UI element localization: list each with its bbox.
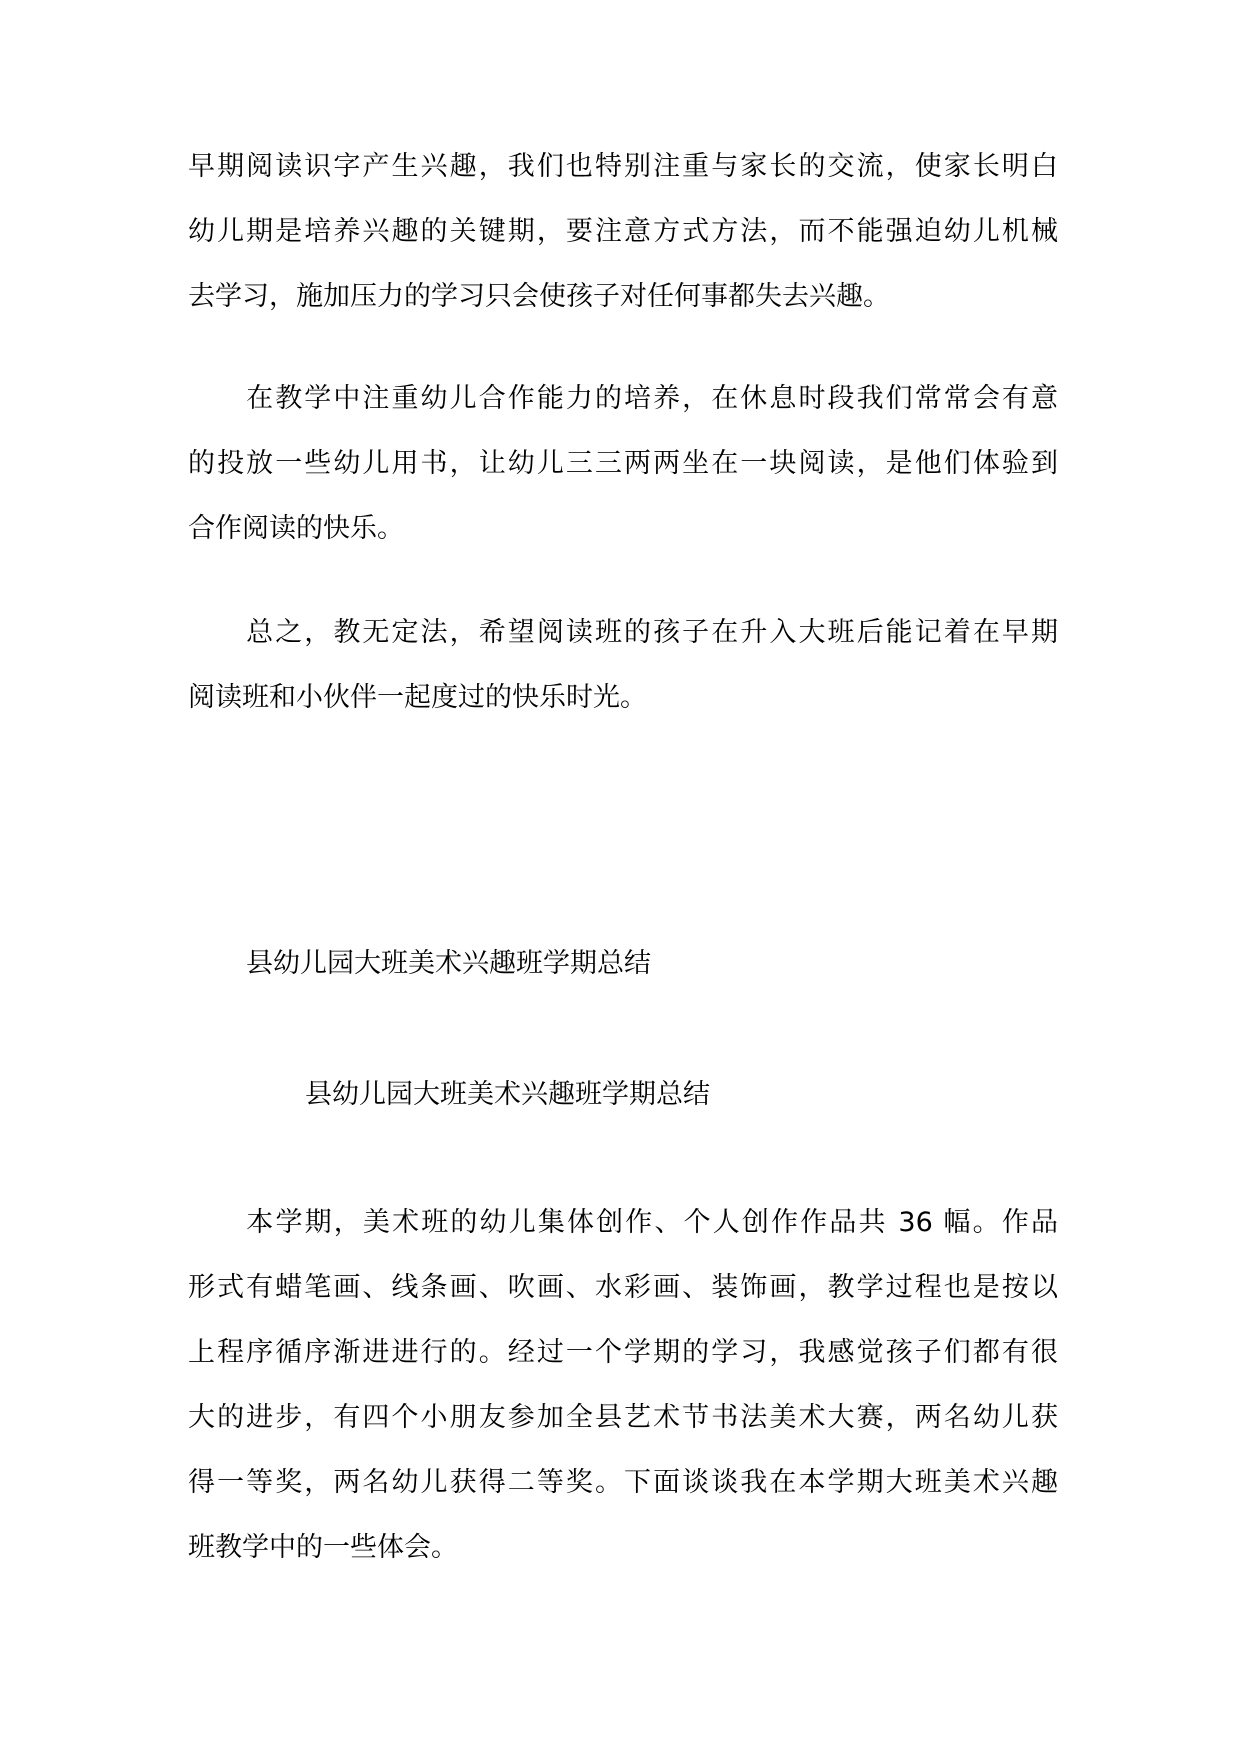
document-title: 县幼儿园大班美术兴趣班学期总结 [246,948,651,979]
document-subtitle: 县幼儿园大班美术兴趣班学期总结 [305,1079,710,1110]
paragraph-line: 本学期，美术班的幼儿集体创作、个人创作作品共 36 幅。作品 [188,1207,1058,1238]
paragraph-cooperation [188,366,1058,561]
paragraph-line: 班教学中的一些体会。 [188,1532,458,1563]
paragraph-art-class-summary [188,1190,1058,1580]
paragraph-line: 大的进步，有四个小朋友参加全县艺术节书法美术大赛，两名幼儿获 [188,1402,1058,1433]
paragraph-line: 上程序循序渐进进行的。经过一个学期的学习，我感觉孩子们都有很 [188,1337,1058,1368]
paragraph-conclusion [188,600,1058,730]
paragraph-line: 早期阅读识字产生兴趣，我们也特别注重与家长的交流，使家长明白 [188,151,1058,182]
paragraph-line: 得一等奖，两名幼儿获得二等奖。下面谈谈我在本学期大班美术兴趣 [188,1467,1058,1498]
paragraph-line: 阅读班和小伙伴一起度过的快乐时光。 [188,682,647,713]
paragraph-line: 总之，教无定法，希望阅读班的孩子在升入大班后能记着在早期 [188,617,1058,648]
paragraph-line: 在教学中注重幼儿合作能力的培养，在休息时段我们常常会有意 [188,383,1058,414]
paragraph-parent-communication [188,134,1058,329]
paragraph-line: 形式有蜡笔画、线条画、吹画、水彩画、装饰画，教学过程也是按以 [188,1272,1058,1303]
paragraph-line: 合作阅读的快乐。 [188,513,404,544]
paragraph-line: 的投放一些幼儿用书，让幼儿三三两两坐在一块阅读，是他们体验到 [188,448,1058,479]
paragraph-line: 幼儿期是培养兴趣的关键期，要注意方式方法，而不能强迫幼儿机械 [188,216,1058,247]
paragraph-line: 去学习，施加压力的学习只会使孩子对任何事都失去兴趣。 [188,281,890,312]
